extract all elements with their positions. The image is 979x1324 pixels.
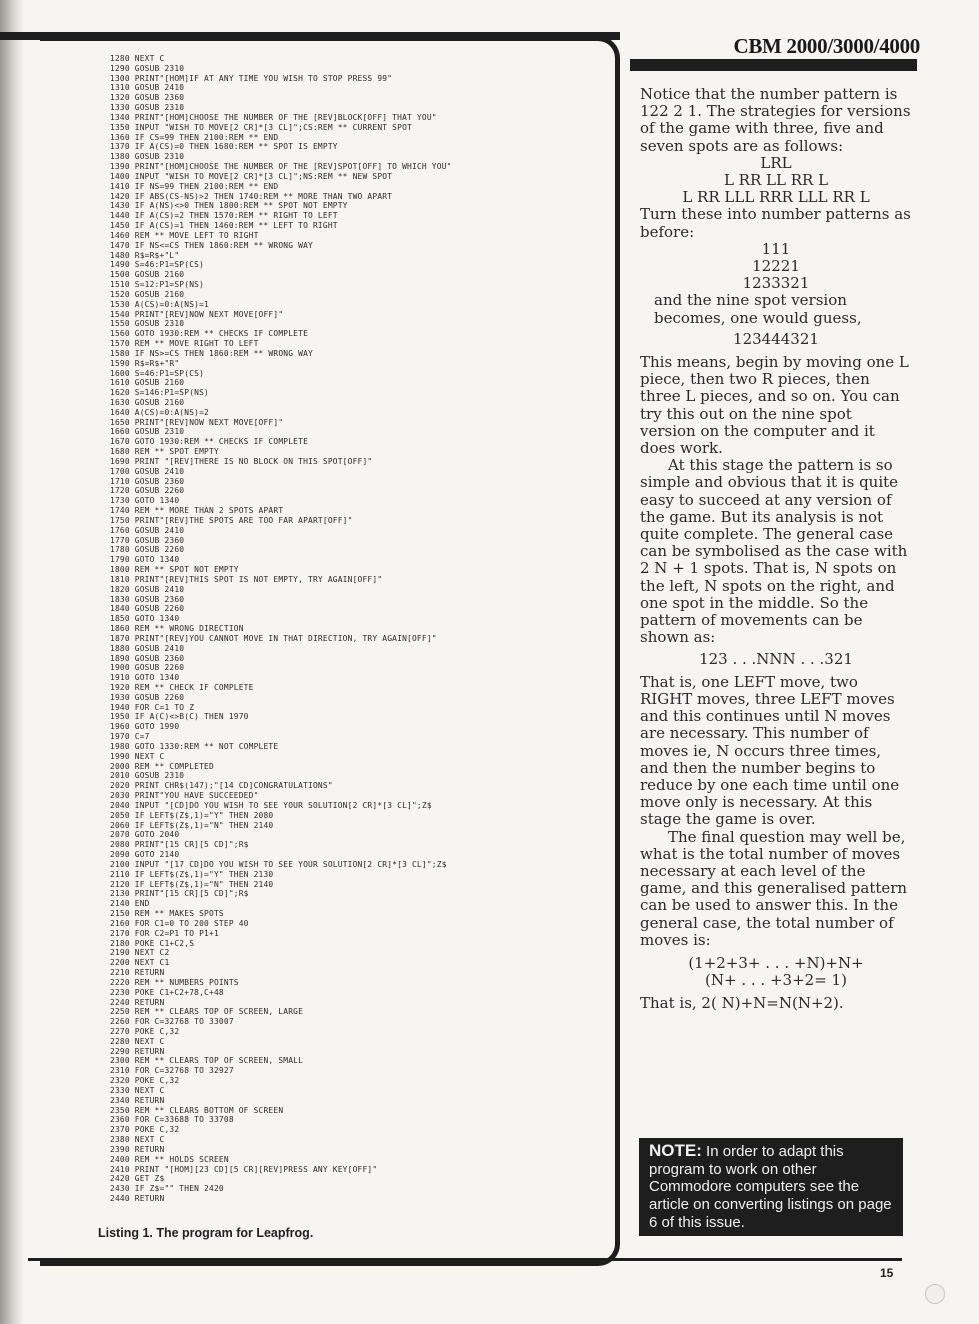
listing-line: 1900 GOSUB 2260 (110, 663, 185, 673)
listing-line: 2350 REM ** CLEARS BOTTOM OF SCREEN (110, 1105, 284, 1115)
listing-line: 1760 GOSUB 2410 (110, 525, 185, 535)
note-box (639, 1138, 903, 1236)
listing-line: 1570 REM ** MOVE RIGHT TO LEFT (110, 339, 259, 349)
listing-line: 1670 GOTO 1930:REM ** CHECKS IF COMPLETE (110, 437, 309, 447)
listing-line: 1400 INPUT "WISH TO MOVE[2 CR]*[3 CL]";NS:REM ** NEW SPOT (110, 171, 393, 181)
listing-line: 1300 PRINT"[HOM]IF AT ANY TIME YOU WISH TO STOP PRESS 99" (110, 73, 393, 83)
listing-line: 1490 S=46:P1=SP(CS) (110, 260, 205, 270)
listing-line: 2130 PRINT"[15 CR][5 CD]";R$ (110, 889, 249, 899)
listing-line: 2370 POKE C,32 (110, 1125, 180, 1135)
listing-line: 1340 PRINT"[HOM]CHOOSE THE NUMBER OF THE [REV]BLOCK[OFF] THAT YOU" (110, 112, 437, 122)
page-header-title: CBM 2000/3000/4000 (733, 34, 920, 58)
listing-line: 2320 POKE C,32 (110, 1076, 180, 1086)
program-listing (110, 54, 600, 1204)
listing-line: 2360 FOR C=33688 TO 33708 (110, 1115, 234, 1125)
listing-line: 2010 GOSUB 2310 (110, 771, 185, 781)
listing-line: 2180 POKE C1+C2,S (110, 938, 195, 948)
listing-line: 1800 REM ** SPOT NOT EMPTY (110, 565, 239, 575)
listing-line: 2090 GOTO 2140 (110, 850, 180, 860)
listing-line: 1910 GOTO 1340 (110, 673, 180, 683)
listing-line: 1990 NEXT C (110, 751, 165, 761)
listing-line: 1830 GOSUB 2360 (110, 594, 185, 604)
listing-line: 2110 IF LEFT$(Z$,1)="Y" THEN 2130 (110, 869, 274, 879)
strategy-line: LRL (760, 153, 792, 172)
listing-line: 2070 GOTO 2040 (110, 830, 180, 840)
listing-line: 2230 POKE C1+C2+78,C+48 (110, 987, 224, 997)
listing-line: 1440 IF A(CS)=2 THEN 1570:REM ** RIGHT TO LEFT (110, 211, 338, 221)
listing-line: 1550 GOSUB 2310 (110, 319, 185, 329)
strategy-line: L RR LLL RRR LLL RR L (682, 188, 870, 207)
listing-line: 1600 S=46:P1=SP(CS) (110, 368, 205, 378)
listing-line: 1950 IF A(C)<>B(C) THEN 1970 (110, 712, 249, 722)
listing-line: 1460 REM ** MOVE LEFT TO RIGHT (110, 230, 259, 240)
listing-line: 1850 GOTO 1340 (110, 614, 180, 624)
listing-line: 1840 GOSUB 2260 (110, 604, 185, 614)
listing-line: 1320 GOSUB 2360 (110, 93, 185, 103)
listing-line: 2170 FOR C2=P1 TO P1+1 (110, 928, 219, 938)
listing-line: 1420 IF ABS(CS-NS)>2 THEN 1740:REM ** MORE THAN TWO APART (110, 191, 393, 201)
listing-line: 2160 FOR C1=0 TO 200 STEP 40 (110, 918, 249, 928)
listing-line: 2280 NEXT C (110, 1036, 165, 1046)
listing-line: 2080 PRINT"[15 CR][5 CD]";R$ (110, 840, 249, 850)
listing-line: 1560 GOTO 1930:REM ** CHECKS IF COMPLETE (110, 329, 309, 339)
listing-line: 2140 END (110, 899, 150, 909)
header-bar (630, 59, 917, 71)
number-pattern: 111 (761, 239, 791, 258)
page-number: 15 (880, 1266, 894, 1280)
listing-line: 2290 RETURN (110, 1046, 165, 1056)
bottom-rule (28, 1258, 902, 1261)
listing-line: 1860 REM ** WRONG DIRECTION (110, 624, 244, 634)
article-paragraph: The final question may well be, what is the total number of moves necessary at each level of the game, and this generalised pattern can be used to answer this. In the general case, the total number of moves is: (640, 827, 908, 949)
listing-line: 1920 REM ** CHECK IF COMPLETE (110, 683, 254, 692)
listing-line: 1520 GOSUB 2160 (110, 289, 185, 299)
number-pattern: 1233321 (742, 274, 810, 293)
listing-line: 1960 GOTO 1990 (110, 722, 180, 732)
article-column (640, 86, 912, 1013)
listing-caption: Listing 1. The program for Leapfrog. (98, 1226, 314, 1240)
listing-line: 2020 PRINT CHR$(147);"[14 CD]CONGRATULATIONS" (110, 781, 333, 791)
listing-line: 1370 IF A(CS)=0 THEN 1680:REM ** SPOT IS EMPTY (110, 142, 338, 152)
article-paragraph: That is, one LEFT move, two RIGHT moves, three LEFT moves and this continues until N moves are necessary. This number of moves ie, N occurs three times, and then the number begins to reduce by one each time until one move only is necessary. At this stage the game is over. (640, 672, 900, 829)
listing-line: 1940 FOR C=1 TO Z (110, 702, 195, 712)
listing-line: 2410 PRINT "[HOM][23 CD][5 CR][REV]PRESS ANY KEY[OFF]" (110, 1164, 378, 1174)
listing-line: 2300 REM ** CLEARS TOP OF SCREEN, SMALL (110, 1056, 304, 1066)
listing-line: 2150 REM ** MAKES SPOTS (110, 909, 224, 919)
listing-line: 1890 GOSUB 2360 (110, 653, 185, 663)
listing-line: 1500 GOSUB 2160 (110, 270, 185, 280)
listing-line: 1780 GOSUB 2260 (110, 545, 185, 555)
listing-line: 1470 IF NS<=CS THEN 1860:REM ** WRONG WAY (110, 240, 313, 250)
number-pattern: 12221 (752, 257, 800, 276)
listing-line: 1680 REM ** SPOT EMPTY (110, 447, 219, 457)
listing-line: 1740 REM ** MORE THAN 2 SPOTS APART (110, 506, 284, 516)
listing-line: 2210 RETURN (110, 968, 165, 978)
listing-line: 2330 NEXT C (110, 1085, 165, 1095)
listing-line: 2440 RETURN (110, 1194, 165, 1204)
listing-line: 1700 GOSUB 2410 (110, 466, 185, 476)
listing-line: 1870 PRINT"[REV]YOU CANNOT MOVE IN THAT DIRECTION, TRY AGAIN[OFF]" (110, 633, 437, 643)
listing-line: 1620 S=146:P1=SP(NS) (110, 388, 210, 398)
listing-line: 1380 GOSUB 2310 (110, 152, 185, 162)
listing-line: 1970 C=7 (110, 732, 150, 742)
article-paragraph: and the nine spot version becomes, one would guess, (654, 291, 862, 327)
listing-line: 1350 INPUT "WISH TO MOVE[2 CR]*[3 CL]";CS:REM ** CURRENT SPOT (110, 122, 412, 132)
article-paragraph: Notice that the number pattern is 122 2 1. The strategies for versions of the game with three, five and seven spots are as follows: (640, 85, 911, 155)
listing-line: 1410 IF NS=99 THEN 2100:REM ** END (110, 181, 279, 191)
listing-line: 1390 PRINT"[HOM]CHOOSE THE NUMBER OF THE [REV]SPOT[OFF] TO WHICH YOU" (110, 162, 452, 172)
listing-line: 1690 PRINT "[REV]THERE IS NO BLOCK ON THIS SPOT[OFF]" (110, 456, 373, 466)
listing-line: 1930 GOSUB 2260 (110, 692, 185, 702)
listing-line: 2030 PRINT"YOU HAVE SUCCEEDED" (110, 791, 259, 801)
listing-line: 1720 GOSUB 2260 (110, 486, 185, 496)
listing-line: 2000 REM ** COMPLETED (110, 761, 214, 771)
listing-line: 1880 GOSUB 2410 (110, 643, 185, 653)
page-corner-mark (925, 1284, 945, 1304)
general-pattern: 123 . . .NNN . . .321 (699, 649, 853, 668)
formula-line: (1+2+3+ . . . +N)+N+ (688, 953, 864, 972)
article-paragraph: At this stage the pattern is so simple and obvious that it is quite easy to succeed at any version of the game. But its analysis is not quite complete. The general case can be symbolised as the case with 2 N + 1 spots. That is, N spots on the left, N spots on the right, and one spot in the middle. So the pattern of movements can be shown as: (640, 456, 908, 647)
listing-line: 1750 PRINT"[REV]THE SPOTS ARE TOO FAR APART[OFF]" (110, 515, 353, 525)
listing-line: 1290 GOSUB 2310 (110, 63, 185, 73)
page-binding-shadow (0, 0, 24, 1324)
listing-line: 2100 INPUT "[17 CD]DO YOU WISH TO SEE YOUR SOLUTION[2 CR]*[3 CL]";Z$ (110, 859, 447, 869)
note-label: NOTE: (649, 1141, 702, 1160)
listing-line: 2310 FOR C=32768 TO 32927 (110, 1066, 234, 1076)
article-paragraph: That is, 2( N)+N=N(N+2). (640, 994, 844, 1013)
listing-line: 1540 PRINT"[REV]NOW NEXT MOVE[OFF]" (110, 309, 284, 319)
article-paragraph: This means, begin by moving one L piece, then two R pieces, then three L pieces, and so on. You can try this out on the nine spot version on the computer and it does work. (640, 353, 909, 458)
listing-line: 1530 A(CS)=0:A(NS)=1 (110, 299, 210, 309)
listing-line: 2400 REM ** HOLDS SCREEN (110, 1154, 229, 1164)
listing-line: 1510 S=12:P1=SP(NS) (110, 280, 205, 290)
listing-line: 1810 PRINT"[REV]THIS SPOT IS NOT EMPTY, TRY AGAIN[OFF]" (110, 574, 383, 584)
listing-line: 1330 GOSUB 2310 (110, 103, 185, 113)
strategy-line: L RR LL RR L (723, 171, 829, 190)
listing-line: 1820 GOSUB 2410 (110, 584, 185, 594)
listing-line: 1580 IF NS>=CS THEN 1860:REM ** WRONG WAY (110, 348, 313, 358)
listing-line: 2190 NEXT C2 (110, 948, 170, 958)
listing-line: 2240 RETURN (110, 997, 165, 1007)
listing-line: 2250 REM ** CLEARS TOP OF SCREEN, LARGE (110, 1007, 304, 1017)
note-text: In order to adapt this program to work on other Commodore computers see the article on converting listings on page 6 of this issue. (649, 1143, 892, 1231)
listing-line: 2200 NEXT C1 (110, 958, 170, 968)
listing-line: 2340 RETURN (110, 1095, 165, 1105)
listing-line: 1980 GOTO 1330:REM ** NOT COMPLETE (110, 741, 279, 751)
listing-line: 1310 GOSUB 2410 (110, 83, 185, 93)
listing-line: 1280 NEXT C (110, 54, 165, 63)
listing-line: 1770 GOSUB 2360 (110, 535, 185, 545)
listing-line: 1710 GOSUB 2360 (110, 476, 185, 486)
listing-line: 1730 GOTO 1340 (110, 496, 180, 506)
listing-line: 2260 FOR C=32768 TO 33007 (110, 1017, 234, 1027)
listing-line: 2040 INPUT "[CD]DO YOU WISH TO SEE YOUR SOLUTION[2 CR]*[3 CL]";Z$ (110, 800, 432, 810)
listing-line: 2390 RETURN (110, 1144, 165, 1154)
listing-line: 1480 R$=R$+"L" (110, 250, 180, 260)
listing-line: 1640 A(CS)=0:A(NS)=2 (110, 407, 210, 417)
listing-line: 1610 GOSUB 2160 (110, 378, 185, 388)
listing-line: 1450 IF A(CS)=1 THEN 1460:REM ** LEFT TO RIGHT (110, 221, 338, 231)
listing-line: 1360 IF CS=99 THEN 2100:REM ** END (110, 132, 279, 142)
listing-line: 1630 GOSUB 2160 (110, 397, 185, 407)
formula-line: (N+ . . . +3+2= 1) (705, 971, 847, 990)
listing-line: 1590 R$=R$+"R" (110, 358, 180, 368)
article-paragraph: Turn these into number patterns as before: (640, 205, 911, 241)
nine-spot-pattern: 123444321 (733, 329, 819, 348)
listing-line: 1790 GOTO 1340 (110, 555, 180, 565)
listing-line: 2220 REM ** NUMBERS POINTS (110, 977, 239, 987)
listing-line: 2430 IF Z$="" THEN 2420 (110, 1184, 224, 1194)
listing-line: 2060 IF LEFT$(Z$,1)="N" THEN 2140 (110, 820, 274, 830)
listing-line: 1430 IF A(NS)<>0 THEN 1800:REM ** SPOT NOT EMPTY (110, 201, 348, 211)
listing-line: 2120 IF LEFT$(Z$,1)="N" THEN 2140 (110, 879, 274, 889)
listing-line: 2270 POKE C,32 (110, 1026, 180, 1036)
listing-line: 1650 PRINT"[REV]NOW NEXT MOVE[OFF]" (110, 417, 284, 427)
listing-line: 1660 GOSUB 2310 (110, 427, 185, 437)
listing-line: 2380 NEXT C (110, 1135, 165, 1145)
listing-line: 2050 IF LEFT$(Z$,1)="Y" THEN 2080 (110, 810, 274, 820)
listing-line: 2420 GET Z$ (110, 1174, 165, 1184)
